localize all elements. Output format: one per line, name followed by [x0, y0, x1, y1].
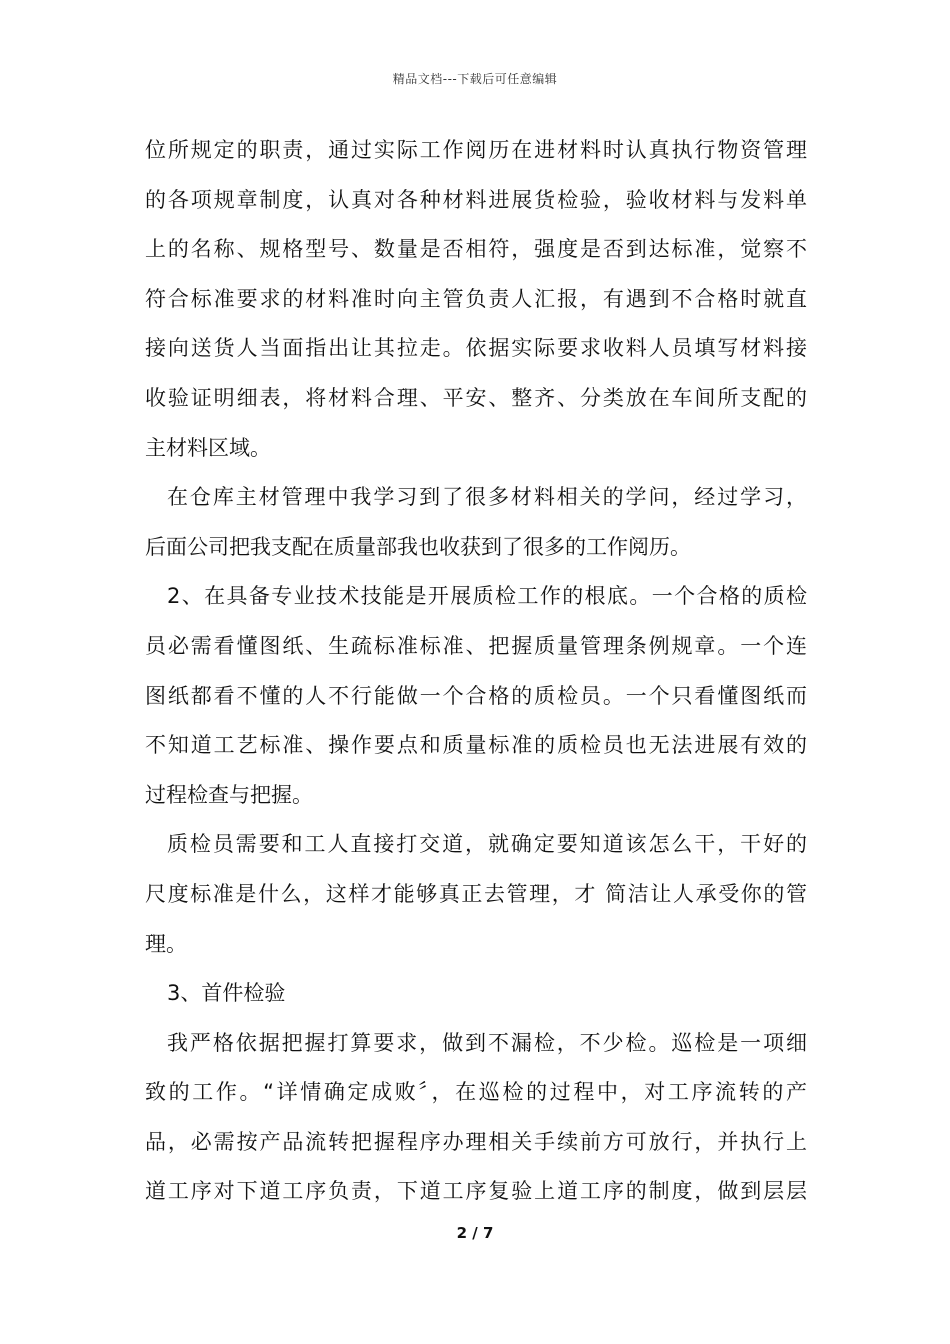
- text-line: 3、首件检验: [167, 981, 286, 1006]
- text-line: 致的工作。“详情确定成败〞，在巡检的过程中，对工序流转的产: [145, 1080, 807, 1105]
- text-line: 后面公司把我支配在质量部我也收获到了很多的工作阅历。: [145, 534, 691, 559]
- text-line: 位所规定的职责，通过实际工作阅历在进材料时认真执行物资管理: [145, 138, 807, 162]
- text-line: 在仓库主材管理中我学习到了很多材料相关的学问，经过学习，: [167, 485, 807, 510]
- page-header: 精品文档---下载后可任意编辑: [392, 72, 558, 86]
- text-line: 符合标准要求的材料准时向主管负责人汇报，有遇到不合格时就直: [145, 286, 807, 311]
- text-line: 接向送货人当面指出让其拉走。依据实际要求收料人员填写材料接: [145, 336, 807, 361]
- text-line: 主材料区域。: [145, 435, 271, 460]
- text-line: 尺度标准是什么，这样才能够真正去管理，才 简洁让人承受你的管: [145, 881, 807, 906]
- text-line: 理。: [145, 931, 187, 956]
- text-line: 员必需看懂图纸、生疏标准标准、把握质量管理条例规章。一个连: [145, 633, 807, 658]
- page-number: 2 / 7: [456, 1224, 494, 1242]
- text-line: 收验证明细表，将材料合理、平安、整齐、分类放在车间所支配的: [145, 385, 807, 410]
- text-line: 过程检查与把握。: [145, 782, 313, 807]
- text-line: 2、在具备专业技术技能是开展质检工作的根底。一个合格的质检: [167, 584, 807, 609]
- text-line: 品，必需按产品流转把握程序办理相关手续前方可放行，并执行上: [145, 1129, 807, 1154]
- document-body: [145, 126, 807, 1217]
- text-line: 图纸都看不懂的人不行能做一个合格的质检员。一个只看懂图纸而: [145, 683, 807, 708]
- text-line: 上的名称、规格型号、数量是否相符，强度是否到达标准，觉察不: [145, 237, 807, 262]
- text-line: 质检员需要和工人直接打交道，就确定要知道该怎么干，干好的: [167, 832, 807, 857]
- text-line: 我严格依据把握打算要求，做到不漏检，不少检。巡检是一项细: [167, 1030, 807, 1055]
- text-line: 不知道工艺标准、操作要点和质量标准的质检员也无法进展有效的: [145, 733, 807, 758]
- text-line: 道工序对下道工序负责，下道工序复验上道工序的制度，做到层层: [145, 1179, 807, 1204]
- text-line: 的各项规章制度，认真对各种材料进展货检验，验收材料与发料单: [145, 187, 807, 212]
